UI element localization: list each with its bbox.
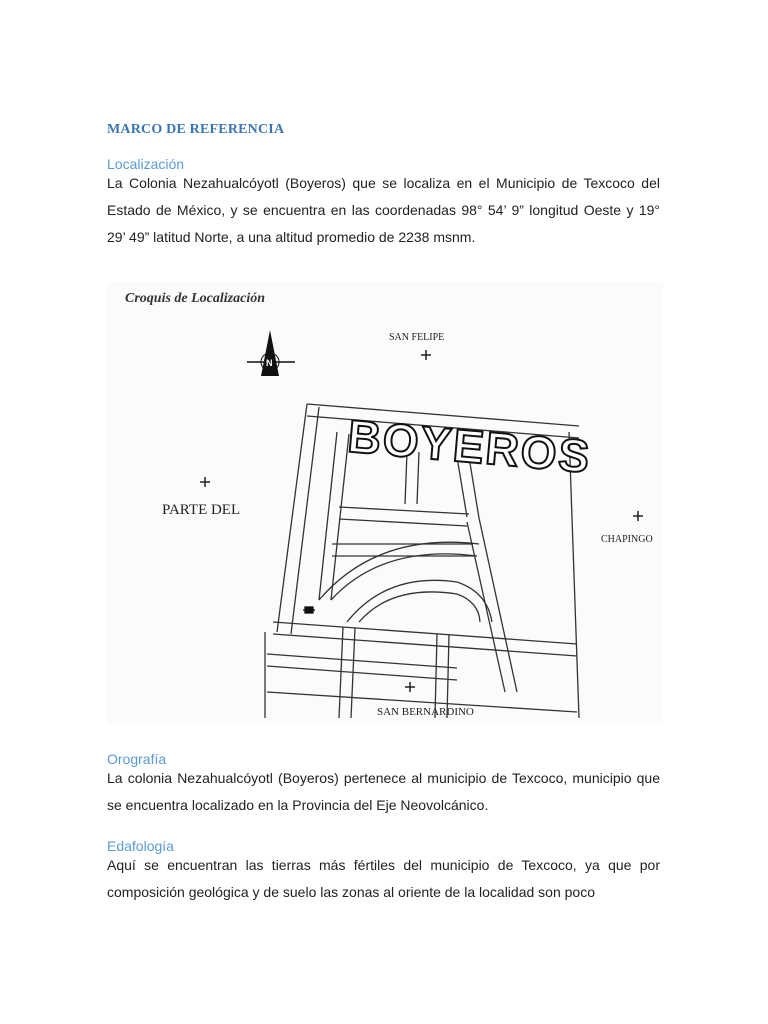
north-label: N [266,358,273,368]
map-title: Croquis de Localización [125,291,266,306]
orografia-body: La colonia Nezahualcóyotl (Boyeros) pertenece al municipio de Texcoco, municipio que se encuentra localizado en la Provincia del Eje Neovolcánico. [107,770,660,813]
localizacion-title: Localización [107,156,185,172]
san-felipe-label: SAN FELIPE [389,332,445,343]
edafologia-section [107,838,660,906]
edafologia-body: Aquí se encuentran las tierras más fértiles del municipio de Texcoco, ya que por composición geológica y de suelo las zonas al oriente de la localidad son poco [107,857,660,900]
location-map [107,282,663,724]
section-heading: MARCO DE REFERENCIA [107,122,285,137]
edafologia-title: Edafología [107,838,174,854]
parte-del-label: PARTE DEL [162,502,241,518]
localizacion-body: La Colonia Nezahualcóyotl (Boyeros) que se localiza en el Municipio de Texcoco del Estado de México, y se encuentra en las coordenadas 98° 54’ 9” longitud Oeste y 19° 29’ 49” latitud Norte, a una altitud promedio de 2238 msnm. [107,175,660,245]
san-bernardino-label: SAN BERNARDINO [377,706,474,718]
boyeros-label: BOYEROS [345,409,594,483]
orografia-section [107,751,660,819]
orografia-title: Orografía [107,751,167,767]
localizacion-section [107,156,660,251]
chapingo-label: CHAPINGO [601,534,653,545]
